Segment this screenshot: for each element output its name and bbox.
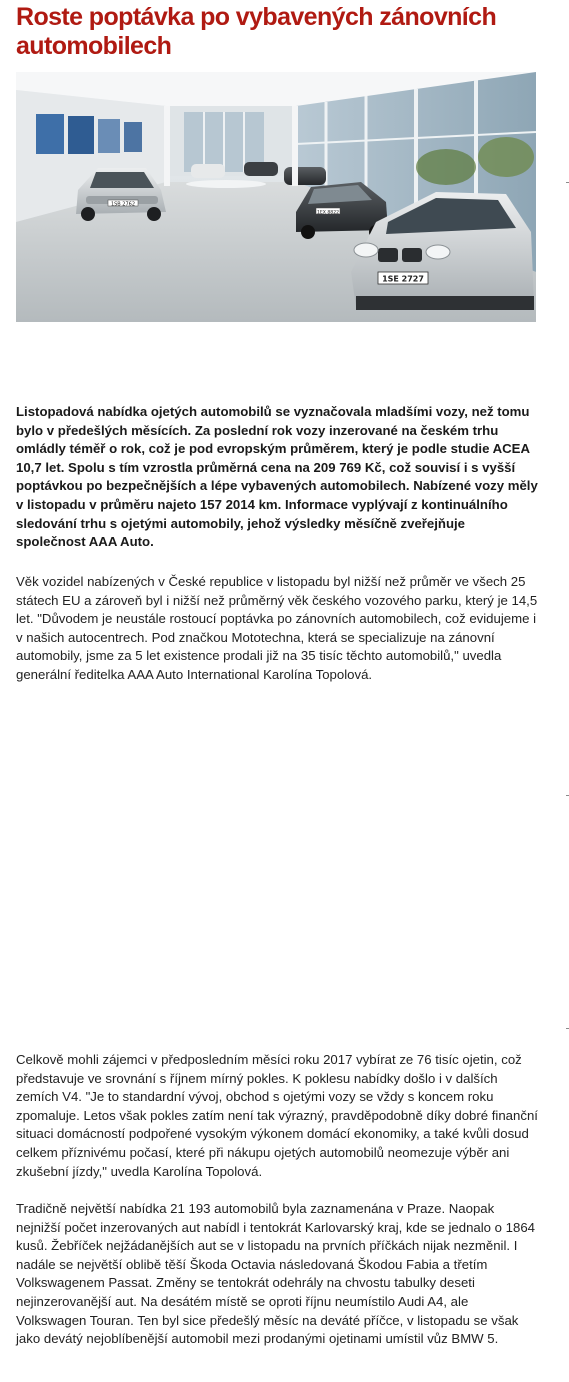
plate-left-car: 1SB 2762 — [110, 201, 136, 208]
article-paragraph-2: Celkově mohli zájemci v předposledním měsíci roku 2017 vybírat ze 76 tisíc ojetin, což představuje ve srovnání s říjnem mírný pokles. K poklesu nabídky došlo i v dalších zemích V4. "Je to standardní vývoj, obchod s ojetými vozy se vždy s koncem roku zpomaluje. Letos však pokles zatím není tak výrazný, pravděpodobně díky dobré finanční situaci domácností podpořené vysokým výkonem domácí ekonomiky, a také kvůli dosud celkem příznivému počasí, které při nákupu ojetých automobilů neomezuje výběr ani zkušební jízdy," uvedla Karolína Topolová. — [16, 1052, 538, 1179]
article-paragraph-1: Věk vozidel nabízených v České republice v listopadu byl nižší než průměr ve všech 25 státech EU a zároveň byl i nižší než průměrný věk českého vozového parku, který je 14,5 let. "Důvodem je neustále rostoucí poptávka po zánovních automobilech, což evidujeme i v našich autocentrech. Pod značkou Mototechna, která se specializuje na zánovní automobily, jsme za 5 let existence prodali již na 35 tisíc těchto automobilů," uvedla generální ředitelka AAA Auto International Karolína Topolová. — [16, 574, 538, 682]
article-title: Roste poptávka po vybavených zánovních automobilech — [16, 3, 497, 60]
showroom-photo — [16, 72, 536, 322]
plate-front-car: 1SE 2727 — [382, 274, 424, 284]
article-paragraph-3: Tradičně největší nabídka 21 193 automobilů byla zaznamenána v Praze. Naopak nejnižší počet inzerovaných aut nabídl i tentokrát Karlovarský kraj, kde se jednalo o 1864 kusů. Žebříček nejžádanějších aut se v listopadu na prvních příčkách nijak nezměnil. I nadále se největší oblibě těší Škoda Octavia následovaná Škodou Fabia a třetím Volkswagenem Passat. Změny se tentokrát odehrály na chvostu tabulky deseti nejinzerovanější aut. Na desátém místě se oproti říjnu neumístilo Audi A4, ale Volkswagen Touran. Ten byl sice předešlý měsíc na deváté příčce, v listopadu se však jako devátý nejoblíbenější automobil mezi prodanými ojetinami umístil vůz BMW 5. — [16, 1201, 536, 1347]
plate-middle-car: 1EX 8822 — [316, 210, 340, 216]
article — [16, 0, 546, 1347]
article-lead: Listopadová nabídka ojetých automobilů se vyznačovala mladšími vozy, než tomu bylo v předešlých měsících. Za poslední rok vozy inzerované na českém trhu omládly téměř o rok, což je pod evropským průměrem, který je podle studie ACEA 10,7 let. Spolu s tím vzrostla průměrná cena na 209 769 Kč, což souvisí i s vyšší poptávkou po bezpečnějších a lépe vybavených automobilech. Nabízené vozy měly v listopadu v průměru najeto 157 2014 km. Informace vyplývají z kontinuálního sledování trhu s ojetými automobily, jehož výsledky měsíčně zveřejňuje společnost AAA Auto. — [16, 404, 538, 550]
